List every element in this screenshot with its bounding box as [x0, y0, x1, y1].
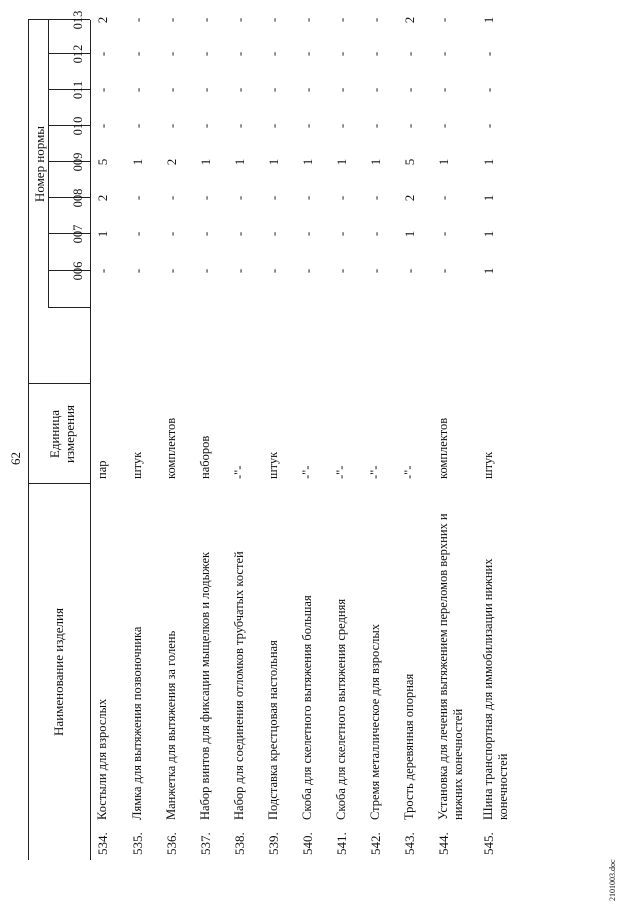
item-name: Скоба для скелетного вытяжения средняя — [334, 598, 348, 820]
norm-value-cell: 1 — [232, 158, 247, 166]
unit-of-measure: штук — [266, 451, 280, 479]
norm-value-cell: - — [232, 87, 247, 93]
norm-value-cell: - — [481, 123, 496, 129]
table-top-rule — [28, 20, 29, 860]
norm-value-cell: - — [164, 123, 179, 129]
norm-value-cell: 1 — [368, 158, 383, 166]
norm-value-cell: 1 — [402, 230, 417, 238]
norm-value-cell: - — [402, 123, 417, 129]
item-name: Установка для лечения вытяжением переломов верхних и нижних конечностей — [436, 513, 465, 820]
norm-value-cell: - — [436, 17, 451, 23]
item-name: Скоба для скелетного вытяжения большая — [300, 595, 314, 820]
row-number: 534. — [95, 832, 110, 855]
row-number: 538. — [232, 832, 247, 855]
norm-value-cell: - — [368, 268, 383, 274]
unit-of-measure: комплектов — [164, 417, 178, 479]
norm-code-header: 007 — [71, 224, 85, 244]
norm-value-cell: - — [300, 17, 315, 23]
norm-code-header: 009 — [71, 152, 85, 172]
norm-value-cell: - — [300, 231, 315, 237]
norm-value-cell: 1 — [481, 194, 496, 202]
norm-value-cell: - — [130, 87, 145, 93]
item-name: Манжетка для вытяжения за голень — [164, 630, 178, 820]
norm-value-cell: - — [95, 268, 110, 274]
row-number: 544. — [436, 832, 451, 855]
norm-value-cell: - — [300, 268, 315, 274]
row-number: 536. — [164, 832, 179, 855]
name-column-header: Наименование изделия — [51, 608, 66, 736]
row-number: 535. — [130, 832, 145, 855]
unit-of-measure: -"- — [334, 465, 348, 479]
norm-value-cell: - — [334, 87, 349, 93]
norm-value-cell: - — [130, 268, 145, 274]
unit-of-measure: -"- — [368, 465, 382, 479]
norm-code-header: 008 — [71, 188, 85, 208]
norm-value-cell: 2 — [402, 194, 417, 202]
norm-value-cell: - — [402, 268, 417, 274]
row-number: 541. — [334, 832, 349, 855]
norm-value-cell: 5 — [95, 158, 110, 166]
norm-value-cell: - — [402, 51, 417, 57]
norm-group-header: Номер нормы — [32, 125, 47, 203]
norm-value-cell: - — [300, 87, 315, 93]
norm-value-cell: 2 — [402, 16, 417, 24]
norm-value-cell: - — [266, 87, 281, 93]
norm-value-cell: 2 — [95, 194, 110, 202]
norm-value-cell: 1 — [130, 158, 145, 166]
norm-value-cell: - — [164, 195, 179, 201]
norm-value-cell: 1 — [266, 158, 281, 166]
norm-value-cell: 1 — [198, 158, 213, 166]
row-number: 542. — [368, 832, 383, 855]
file-label: 2101003.doc — [608, 859, 617, 901]
table-header-rule — [90, 20, 91, 860]
norm-value-cell: - — [95, 51, 110, 57]
norm-value-cell: - — [334, 195, 349, 201]
norm-value-cell: 2 — [164, 158, 179, 166]
norm-value-cell: - — [198, 123, 213, 129]
norm-code-header: 013 — [71, 10, 85, 30]
norm-code-header: 011 — [71, 80, 85, 100]
norm-value-cell: - — [368, 17, 383, 23]
norm-value-cell: - — [198, 51, 213, 57]
norm-value-cell: - — [232, 231, 247, 237]
norm-value-cell: 1 — [481, 158, 496, 166]
norm-value-cell: - — [334, 17, 349, 23]
norm-value-cell: - — [436, 268, 451, 274]
norm-value-cell: 1 — [334, 158, 349, 166]
norm-value-cell: 1 — [481, 267, 496, 275]
norm-value-cell: - — [164, 17, 179, 23]
norm-value-cell: - — [436, 123, 451, 129]
item-name: Подставка крестцовая настольная — [266, 640, 280, 820]
norm-value-cell: 1 — [481, 16, 496, 24]
norm-value-cell: - — [368, 231, 383, 237]
row-number: 539. — [266, 832, 281, 855]
norm-value-cell: - — [368, 195, 383, 201]
norm-value-cell: - — [436, 87, 451, 93]
norm-group-rule — [48, 20, 49, 308]
unit-of-measure: комплектов — [436, 417, 450, 479]
norm-value-cell: - — [232, 268, 247, 274]
norm-value-cell: 1 — [481, 230, 496, 238]
norm-value-cell: - — [300, 123, 315, 129]
norm-value-cell: - — [198, 195, 213, 201]
unit-of-measure: -"- — [232, 465, 246, 479]
norm-value-cell: - — [481, 51, 496, 57]
norm-value-cell: - — [266, 123, 281, 129]
norm-value-cell: - — [368, 123, 383, 129]
item-name: Шина транспортная для иммобилизации нижних конечностей — [481, 558, 510, 820]
norm-value-cell: - — [436, 195, 451, 201]
norm-value-cell: - — [198, 268, 213, 274]
norm-value-cell: - — [95, 87, 110, 93]
row-number: 545. — [481, 832, 496, 855]
norm-value-cell: - — [266, 231, 281, 237]
norm-code-header: 010 — [71, 116, 85, 136]
norm-value-cell: - — [266, 195, 281, 201]
norm-value-cell: - — [481, 87, 496, 93]
norm-value-cell: - — [198, 87, 213, 93]
norm-divider — [48, 307, 90, 308]
norm-value-cell: - — [164, 231, 179, 237]
norm-value-cell: - — [198, 17, 213, 23]
norm-value-cell: - — [300, 51, 315, 57]
norm-value-cell: - — [232, 195, 247, 201]
row-number: 543. — [402, 832, 417, 855]
norm-value-cell: 5 — [402, 158, 417, 166]
item-name: Трость деревянная опорная — [402, 673, 416, 820]
norm-value-cell: - — [266, 268, 281, 274]
norm-value-cell: - — [266, 51, 281, 57]
norm-code-header: 012 — [71, 44, 85, 64]
norm-value-cell: - — [198, 231, 213, 237]
unit-of-measure: -"- — [300, 465, 314, 479]
norm-value-cell: - — [130, 123, 145, 129]
norm-value-cell: - — [334, 268, 349, 274]
unit-column-header-line2: измерения — [62, 404, 77, 464]
norm-value-cell: 2 — [95, 16, 110, 24]
norm-value-cell: 1 — [95, 230, 110, 238]
norm-value-cell: - — [164, 87, 179, 93]
unit-of-measure: штук — [481, 451, 495, 479]
norm-value-cell: 1 — [300, 158, 315, 166]
norm-value-cell: - — [300, 195, 315, 201]
norm-value-cell: - — [95, 123, 110, 129]
row-number: 537. — [198, 832, 213, 855]
unit-of-measure: -"- — [402, 465, 416, 479]
norm-value-cell: - — [402, 87, 417, 93]
norm-value-cell: - — [164, 51, 179, 57]
norm-value-cell: - — [232, 17, 247, 23]
norm-value-cell: - — [232, 51, 247, 57]
norm-value-cell: - — [368, 87, 383, 93]
norm-value-cell: - — [164, 268, 179, 274]
norm-value-cell: - — [436, 231, 451, 237]
page-number: 62 — [8, 452, 23, 465]
item-name: Стремя металлическое для взрослых — [368, 623, 382, 820]
item-name: Лямка для вытяжения позвоночника — [130, 626, 144, 820]
row-number: 540. — [300, 832, 315, 855]
norm-value-cell: - — [232, 123, 247, 129]
norm-value-cell: 1 — [436, 158, 451, 166]
norm-value-cell: - — [130, 51, 145, 57]
norm-value-cell: - — [334, 123, 349, 129]
norm-value-cell: - — [130, 195, 145, 201]
item-name: Набор винтов для фиксации мыщелков и лодыжек — [198, 551, 212, 820]
item-name: Костыли для взрослых — [95, 698, 109, 820]
unit-of-measure: наборов — [198, 435, 212, 479]
unit-of-measure: штук — [130, 451, 144, 479]
norm-value-cell: - — [266, 17, 281, 23]
norm-value-cell: - — [436, 51, 451, 57]
item-name: Набор для соединения отломков трубчатых костей — [232, 551, 246, 820]
unit-of-measure: пар — [95, 460, 109, 479]
norm-value-cell: - — [334, 231, 349, 237]
norm-value-cell: - — [334, 51, 349, 57]
norm-value-cell: - — [368, 51, 383, 57]
norm-value-cell: - — [130, 17, 145, 23]
norm-code-header: 006 — [71, 261, 85, 281]
unit-column-header-line1: Единица — [47, 409, 62, 459]
norm-value-cell: - — [130, 231, 145, 237]
